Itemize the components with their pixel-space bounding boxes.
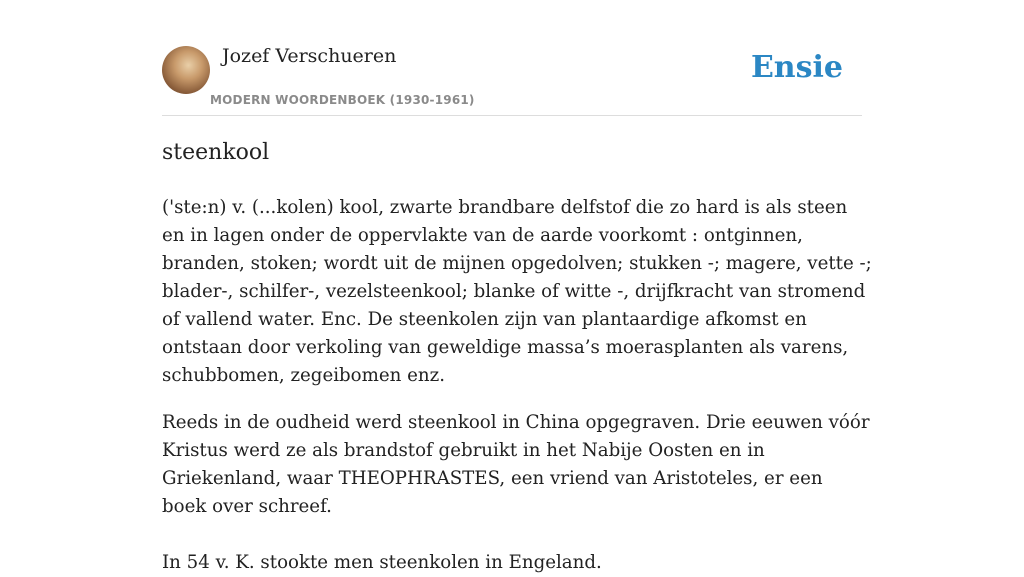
entry-paragraph: Reeds in de oudheid werd steenkool in China opgegraven. Drie eeuwen vóór Kristus werd ze als brandstof gebruikt in het Nabije Oosten en in Griekenland, waar THEOPHRASTES, een vriend van Aristoteles, er een boek over schreef. — [162, 412, 870, 517]
author-name[interactable]: Jozef Verschueren — [222, 45, 397, 67]
entry-term: steenkool — [162, 140, 270, 165]
entry-paragraph: ('ste:n) v. (...kolen) kool, zwarte brandbare delfstof die zo hard is als steen en in lagen onder de oppervlakte van de aarde voorkomt : ontginnen, branden, stoken; wordt uit de mijnen opgedolven; stukken -; magere, vette -; blader-, schilfer-, vezelsteenkool; blanke of witte -, drijfkracht van stromend of vallend water. Enc. De steenkolen zijn van plantaardige afkomst en ontstaan door verkoling van geweldige massa’s moerasplanten als varens, schubbomen, zegeibomen enz. — [162, 197, 872, 386]
brand-logo[interactable]: Ensie — [750, 50, 843, 85]
entry-paragraph: In 54 v. K. stookte men steenkolen in Engeland. — [162, 552, 602, 573]
author-avatar[interactable] — [162, 46, 210, 94]
entry-body — [162, 194, 872, 577]
source-label[interactable]: MODERN WOORDENBOEK (1930-1961) — [210, 93, 475, 107]
header-divider — [162, 115, 862, 116]
